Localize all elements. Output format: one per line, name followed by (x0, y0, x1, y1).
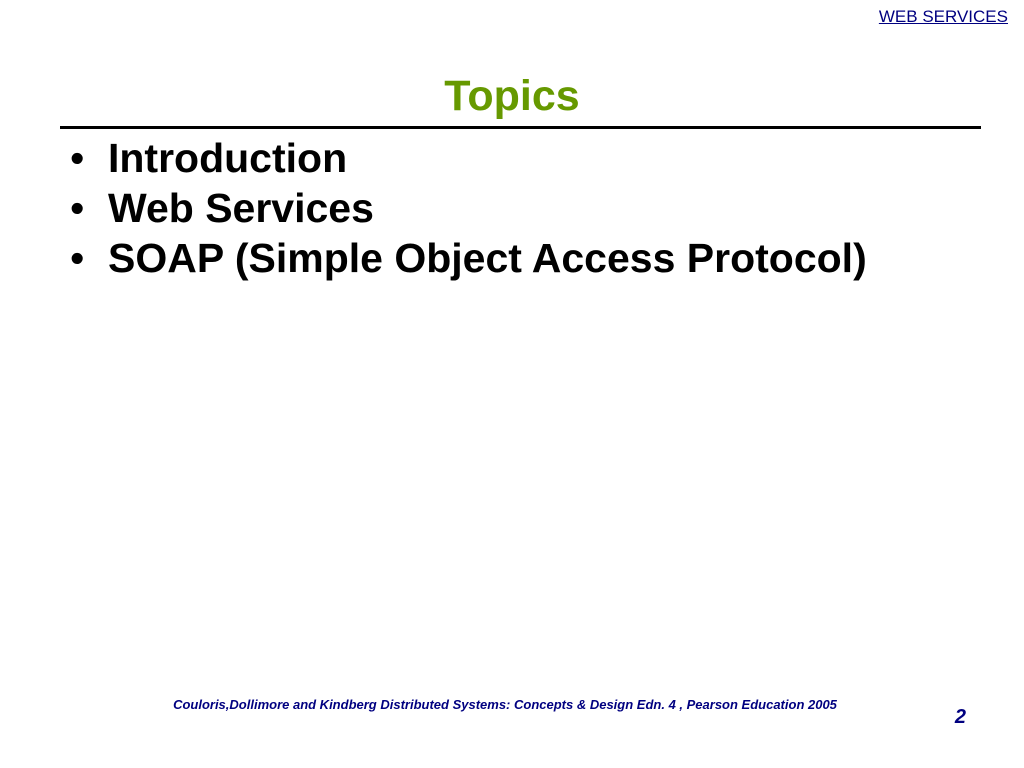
topic-item-label: Web Services (108, 185, 374, 231)
bullet-icon: • (70, 235, 85, 281)
section-header-label: WEB SERVICES (878, 7, 1008, 26)
page-number: 2 (954, 706, 966, 728)
topic-list (70, 133, 867, 283)
topic-item-introduction (70, 133, 867, 183)
topic-item-label: SOAP (Simple Object Access Protocol) (108, 235, 867, 281)
title-divider-rule (60, 126, 981, 129)
bullet-icon: • (70, 135, 85, 181)
slide-title: Topics (444, 72, 580, 120)
topic-item-web-services (70, 183, 867, 233)
footer-credit: Couloris,Dollimore and Kindberg Distributed Systems: Concepts & Design Edn. 4 , Pearson Education 2005 (173, 697, 837, 712)
topic-item-soap (70, 233, 867, 283)
bullet-icon: • (70, 185, 85, 231)
topic-item-label: Introduction (108, 135, 348, 181)
